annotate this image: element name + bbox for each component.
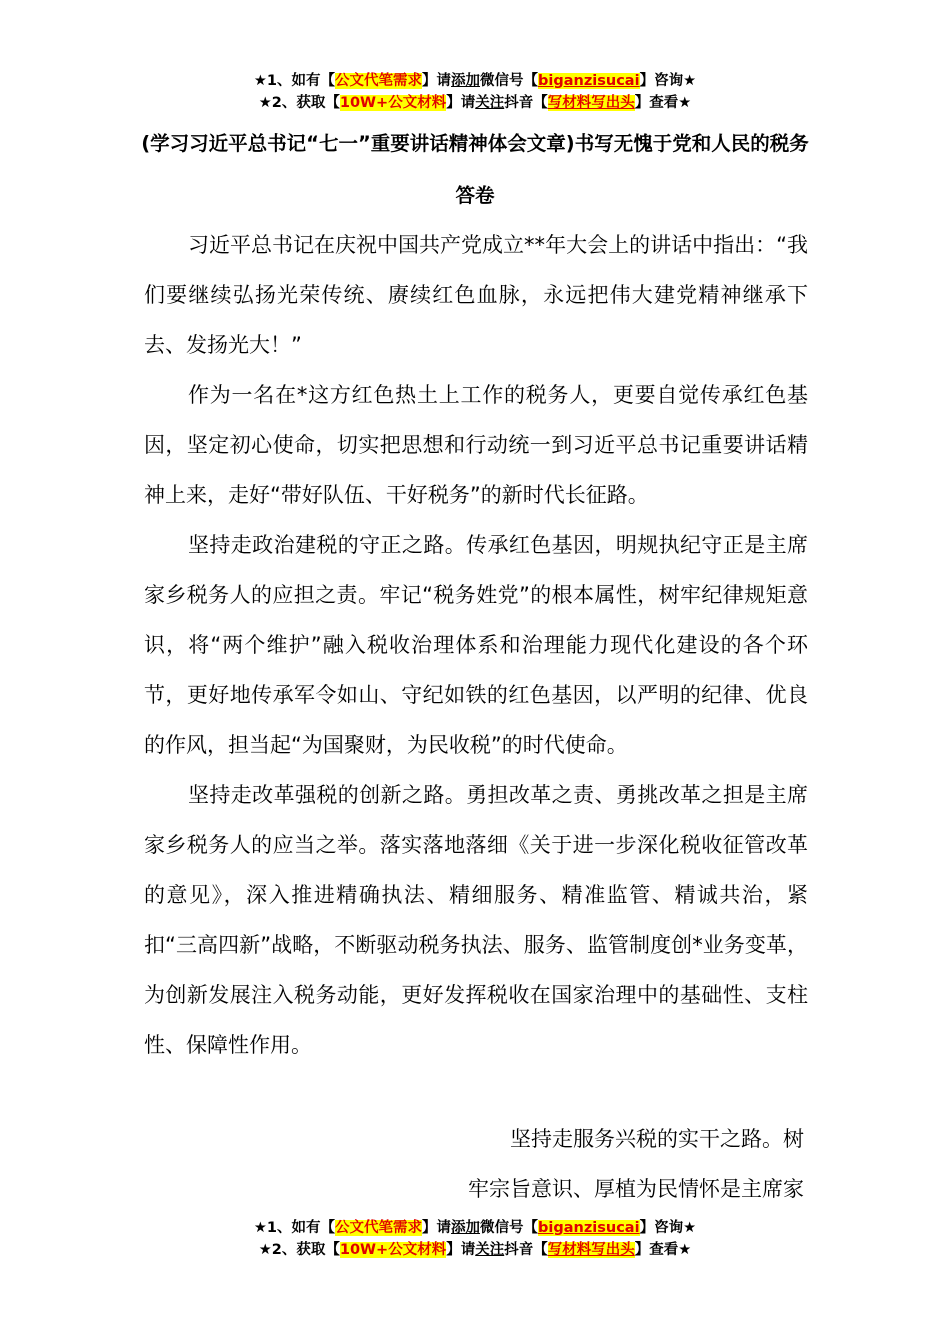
banner-text: 微信号【 [480,1220,539,1236]
banner-text: 】请 [446,95,476,111]
top-banner [0,70,950,114]
banner-text: 微信号【 [480,73,539,89]
document-title: (学习习近平总书记“七一”重要讲话精神体会文章)书写无愧于党和人民的税务答卷 [141,132,809,207]
banner-underlined-text: 添加 [451,1220,481,1236]
banner-text: 】请 [422,1220,452,1236]
paragraph: 习近平总书记在庆祝中国共产党成立**年大会上的讲话中指出：“我们要继续弘扬光荣传统、赓续红色血脉，永远把伟大建党精神继承下去、发扬光大！” [144,233,808,357]
banner-text: 】查看★ [634,1242,692,1258]
banner-text: 】咨询★ [639,73,697,89]
banner-line-2 [0,1239,950,1261]
banner-line-1 [0,70,950,92]
banner-text: ★2、获取【 [258,1242,340,1258]
paragraph: 坚持走改革强税的创新之路。勇担改革之责、勇挑改革之担是主席家乡税务人的应当之举。落实落地落细《关于进一步深化税收征管改革的意见》，深入推进精确执法、精细服务、精准监管、精诚共治，紧扣“三高四新”战略，不断驱动税务执法、服务、监管制度创*业务变革，为创新发展注入税务动能，更好发挥税收在国家治理中的基础性、支柱性、保障性作用。 [144,783,808,1057]
banner-line-1 [0,1217,950,1239]
banner-underlined-text: 关注 [475,95,505,111]
tail-line: 牢宗旨意识、厚植为民情怀是主席家 [468,1177,804,1201]
banner-text: 】咨询★ [639,1220,697,1236]
highlight-materials: 10W+公文材料 [339,1242,447,1258]
banner-text: ★1、如有【 [253,1220,336,1236]
highlight-service: 公文代笔需求 [335,1220,423,1236]
banner-text: 抖音【 [504,1242,548,1258]
highlight-materials: 10W+公文材料 [339,95,447,111]
tail-line: 坚持走服务兴税的实干之路。树 [510,1127,804,1151]
banner-underlined-text: 关注 [475,1242,505,1258]
banner-text: 】请 [446,1242,476,1258]
highlight-douyin-account: 写材料写出头 [547,1242,635,1258]
banner-text: 抖音【 [504,95,548,111]
paragraph: 坚持走政治建税的守正之路。传承红色基因，明规执纪守正是主席家乡税务人的应担之责。牢记“税务姓党”的根本属性，树牢纪律规矩意识，将“两个维护”融入税收治理体系和治理能力现代化建设的各个环节，更好地传承军令如山、守纪如铁的红色基因，以严明的纪律、优良的作风，担当起“为国聚财，为民收税”的时代使命。 [144,533,808,757]
highlight-douyin-account: 写材料写出头 [547,95,635,111]
highlight-wechat-id: biganzisucai [538,73,640,89]
banner-text: ★2、获取【 [258,95,340,111]
paragraph: 作为一名在*这方红色热土上工作的税务人，更要自觉传承红色基因，坚定初心使命，切实把思想和行动统一到习近平总书记重要讲话精神上来，走好“带好队伍、干好税务”的新时代长征路。 [144,383,808,507]
banner-text: ★1、如有【 [253,73,336,89]
bottom-banner [0,1217,950,1261]
banner-text: 】请 [422,73,452,89]
highlight-service: 公文代笔需求 [335,73,423,89]
banner-line-2 [0,92,950,114]
banner-text: 】查看★ [634,95,692,111]
highlight-wechat-id: biganzisucai [538,1220,640,1236]
banner-underlined-text: 添加 [451,73,481,89]
document-body [144,220,808,1070]
